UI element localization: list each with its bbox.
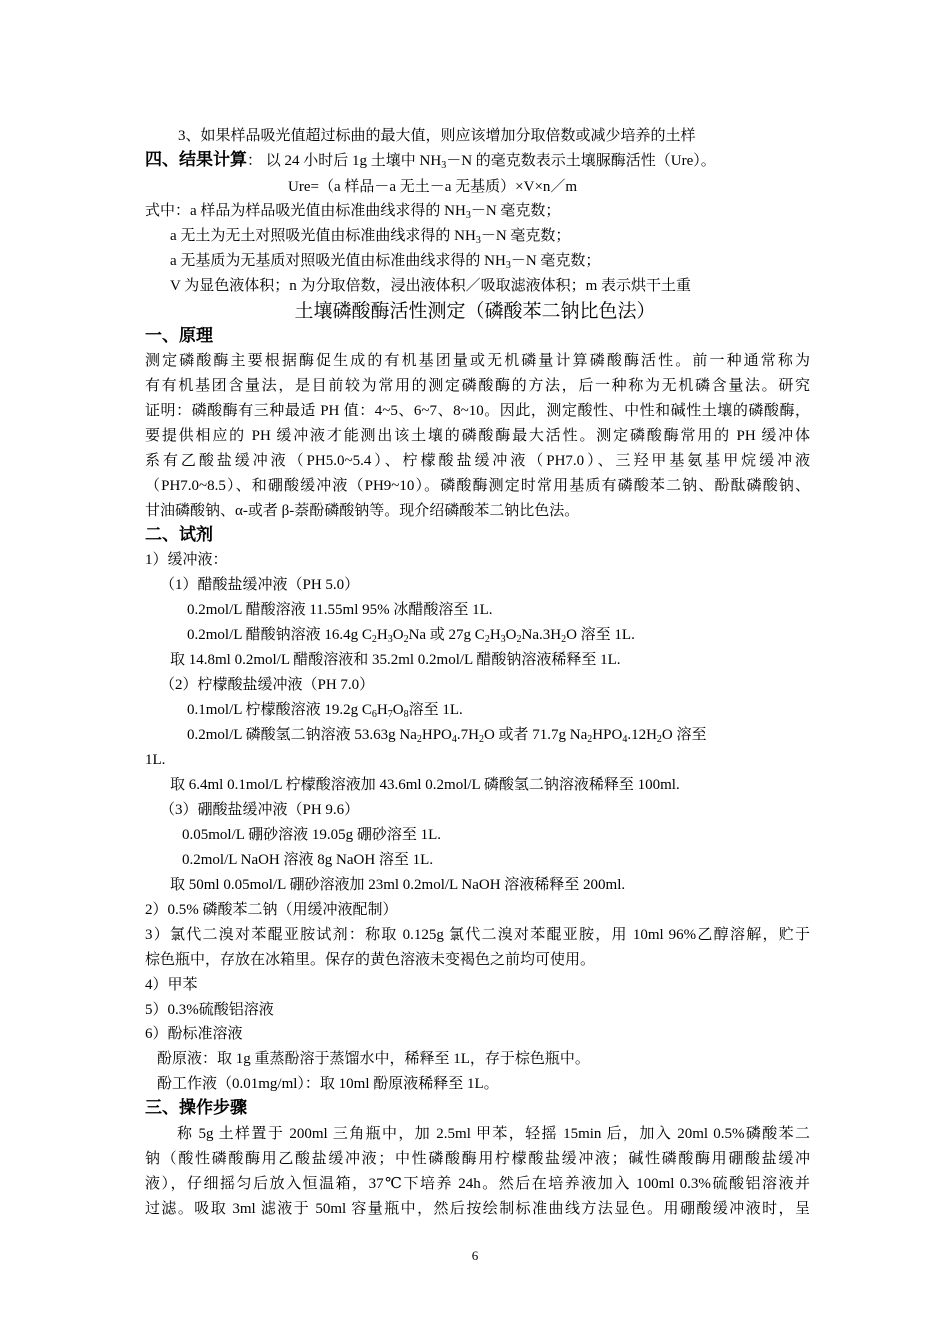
buffer-3-line: 取 50ml 0.05mol/L 硼砂溶液加 23ml 0.2mol/L NaOH 溶液稀释至 200ml. [170, 877, 626, 893]
buffer-3-line: 0.2mol/L NaOH 溶液 8g NaOH 溶至 1L. [182, 852, 434, 868]
reagent-1: 1）缓冲液： [145, 552, 228, 568]
procedure-line: 液），仔细摇匀后放入恒温箱，37℃下培养 24h。然后在培养液加入 100ml 0.3%硫酸铝溶液并 [145, 1176, 810, 1192]
legend-line-3: a 无基质为无基质对照吸光值由标准曲线求得的 $NH_3-N$ 毫克数； [170, 253, 601, 271]
reagent-5: 5）0.3%硫酸铝溶液 [145, 1002, 274, 1018]
reagent-2: 2）0.5% 磷酸苯二钠（用缓冲液配制） [145, 902, 398, 918]
buffer-2-line: 0.1mol/L 柠檬酸溶液 19.2g $C_6H_7O_8$溶至 1L. [187, 702, 463, 720]
principle-line: 有有机基团含量法，是目前较为常用的测定磷酸酶的方法，后一种称为无机磷含量法。研究 [145, 378, 810, 394]
buffer-3-title: （3）硼酸盐缓冲液（PH 9.6） [160, 802, 360, 818]
buffer-2-line: 1L. [145, 752, 166, 768]
principle-line: 系有乙酸盐缓冲液（PH5.0~5.4）、柠檬酸盐缓冲液（PH7.0）、三羟甲基氨基甲烷缓冲液 [145, 453, 810, 469]
buffer-2-line: 取 6.4ml 0.1mol/L 柠檬酸溶液加 43.6ml 0.2mol/L 磷酸氢二钠溶液稀释至 100ml. [170, 777, 680, 793]
buffer-3-line: 0.05mol/L 硼砂溶液 19.05g 硼砂溶至 1L. [182, 827, 442, 843]
buffer-1-line: 取 14.8ml 0.2mol/L 醋酸溶液和 35.2ml 0.2mol/L 醋酸钠溶液稀释至 1L. [170, 652, 621, 668]
procedure-line: 称 5g 土样置于 200ml 三角瓶中，加 2.5ml 甲苯，轻摇 15min 后，加入 20ml 0.5%磷酸苯二 [177, 1126, 810, 1142]
buffer-1-title: （1）醋酸盐缓冲液（PH 5.0） [160, 577, 360, 593]
reagent-4: 4）甲苯 [145, 977, 198, 993]
procedure-line: 钠（酸性磷酸酶用乙酸盐缓冲液；中性磷酸酶用柠檬酸盐缓冲液；碱性磷酸酶用硼酸盐缓冲 [145, 1151, 810, 1167]
section-4-heading: 四、结果计算 [145, 150, 247, 170]
principle-line: 证明：磷酸酶有三种最适 PH 值：4~5、6~7、8~10。因此，测定酸性、中性和碱性土壤的磷酸酶， [145, 403, 810, 419]
section-2-heading: 二、试剂 [145, 525, 213, 545]
principle-line: 测定磷酸酶主要根据酶促生成的有机基团量或无机磷量计算磷酸酶活性。前一种通常称为 [145, 353, 810, 369]
buffer-2-title: （2）柠檬酸盐缓冲液（PH 7.0） [160, 677, 375, 693]
paragraph-note-3: 3、如果样品吸光值超过标曲的最大值，则应该增加分取倍数或减少培养的土样 [178, 128, 696, 144]
principle-line: 要提供相应的 PH 缓冲液才能测出该土壤的磷酸酶最大活性。测定磷酸酶常用的 PH 缓冲体 [145, 428, 810, 444]
buffer-1-line: 0.2mol/L 醋酸溶液 11.55ml 95% 冰醋酸溶至 1L. [187, 602, 493, 618]
principle-line: 甘油磷酸钠、α-或者 β-萘酚磷酸钠等。现介绍磷酸苯二钠比色法。 [145, 503, 580, 519]
section-1-heading: 一、原理 [145, 326, 213, 346]
section-4-line: 四、结果计算： 以 24 小时后 1g 土壤中 $NH_3-N$ 的毫克数表示土壤脲酶活性（Ure）。 [145, 150, 716, 171]
legend-line-1: 式中：a 样品为样品吸光值由标准曲线求得的 $NH_3-N$ 毫克数； [145, 203, 561, 221]
formula: Ure=（a 样品－a 无土－a 无基质）×V×n／m [288, 179, 578, 195]
reagent-6-working: 酚工作液（0.01mg/ml）：取 10ml 酚原液稀释至 1L。 [157, 1076, 499, 1092]
buffer-1-line: 0.2mol/L 醋酸钠溶液 16.4g $C_2H_3O_2Na$ 或 27g $C_2H_3O_2Na.3H_2O$ 溶至 1L. [187, 627, 635, 645]
legend-line-2: a 无土为无土对照吸光值由标准曲线求得的 $NH_3-N$ 毫克数； [170, 228, 571, 246]
document-title: 土壤磷酸酶活性测定（磷酸苯二钠比色法） [294, 300, 656, 322]
page-number: 6 [471, 1248, 479, 1263]
reagent-6-stock: 酚原液：取 1g 重蒸酚溶于蒸馏水中，稀释至 1L，存于棕色瓶中。 [157, 1051, 590, 1067]
legend-line-4: V 为显色液体积；n 为分取倍数，浸出液体积／吸取滤液体积；m 表示烘干土重 [170, 278, 691, 294]
reagent-3: 3）氯代二溴对苯醌亚胺试剂：称取 0.125g 氯代二溴对苯醌亚胺，用 10ml 96%乙醇溶解，贮于 [145, 927, 810, 943]
procedure-line: 过滤。吸取 3ml 滤液于 50ml 容量瓶中，然后按绘制标准曲线方法显色。用硼酸缓冲液时，呈 [145, 1201, 810, 1217]
section-3-heading: 三、操作步骤 [145, 1098, 247, 1118]
principle-line: （PH7.0~8.5）、和硼酸缓冲液（PH9~10）。磷酸酶测定时常用基质有磷酸苯二钠、酚酞磷酸钠、 [145, 478, 810, 494]
reagent-6: 6）酚标准溶液 [145, 1026, 243, 1042]
reagent-3-cont: 棕色瓶中，存放在冰箱里。保存的黄色溶液未变褐色之前均可使用。 [145, 952, 596, 968]
buffer-2-line: 0.2mol/L 磷酸氢二钠溶液 53.63g $Na_2HPO_4.7H_2O$ 或者 71.7g $Na_2HPO_4.12H_2O$ 溶至 [187, 727, 707, 745]
